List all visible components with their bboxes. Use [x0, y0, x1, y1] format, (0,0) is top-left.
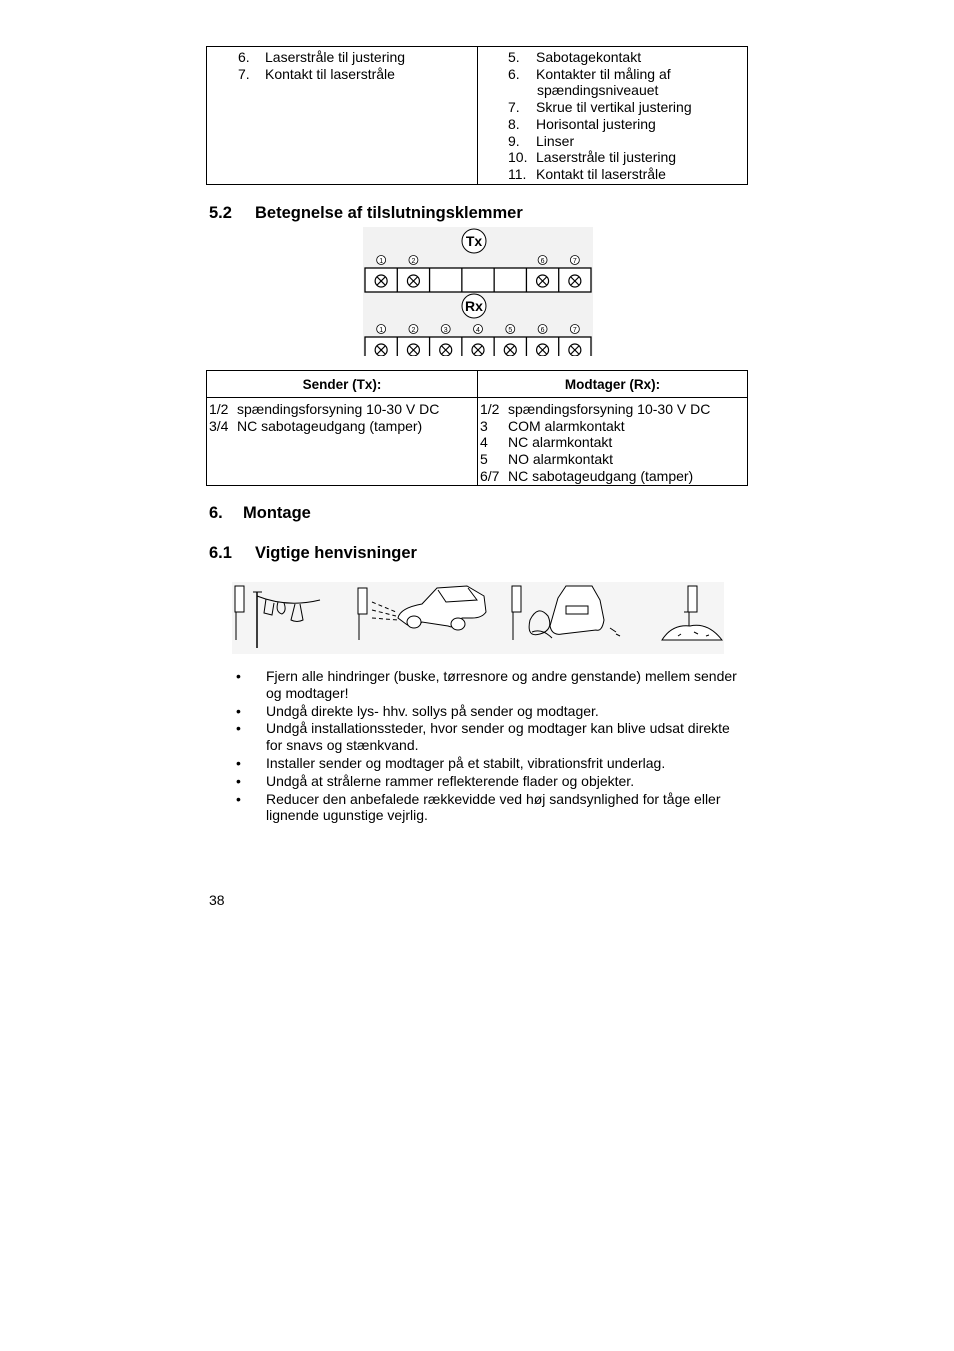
table-row: 6/7 NC sabotageudgang (tamper): [480, 467, 694, 484]
list-item: • Undgå at strålerne rammer reflekterende flader og objekter.: [236, 772, 635, 789]
section-heading-6: [209, 504, 311, 523]
list-item: 5. Sabotagekontakt: [508, 49, 642, 65]
table-row: 5 NO alarmkontakt: [480, 451, 614, 468]
table-row: 3/4 NC sabotageudgang (tamper): [209, 417, 423, 434]
parts-table-right-cell: [478, 47, 748, 185]
rx-terminal-number: 3: [443, 327, 448, 334]
section-heading-5-2: [209, 204, 523, 223]
sender-cell: [207, 398, 478, 486]
rx-label: Rx: [465, 298, 483, 314]
table-header-receiver: Modtager (Rx):: [478, 371, 748, 398]
rx-terminal-number: 4: [476, 327, 480, 334]
list-item: 9. Linser: [508, 132, 575, 149]
list-item: 11. Kontakt til laserstråle: [508, 165, 666, 182]
section-title: Vigtige henvisninger: [255, 544, 417, 562]
list-item: spændingsniveauet: [537, 82, 659, 99]
list-item: 6. Laserstråle til justering: [238, 49, 406, 65]
tx-strip-body: [365, 268, 591, 292]
list-item: • Reducer den anbefalede rækkevidde ved høj sandsynlighed for tåge eller lignende ugunstige vejrlig.: [236, 790, 721, 824]
rx-terminal-number: 1: [379, 327, 384, 334]
list-item: 7. Kontakt til laserstråle: [238, 65, 395, 82]
receiver-cell: [478, 398, 748, 486]
terminal-diagram: [363, 227, 593, 356]
table-row: 1/2 spændingsforsyning 10-30 V DC: [480, 401, 711, 417]
parts-table-left-cell: [207, 47, 478, 185]
list-item: • Installer sender og modtager på et stabilt, vibrationsfrit underlag.: [236, 754, 666, 771]
list-item: 7. Skrue til vertikal justering: [508, 99, 692, 116]
rx-terminal-number: 5: [508, 327, 513, 334]
tx-terminal-number: 7: [572, 258, 577, 265]
section-title: Betegnelse af tilslutningsklemmer: [255, 204, 523, 222]
list-item: • Undgå installationssteder, hvor sender og modtager kan blive udsat direkte for snavs og stænkvand.: [236, 720, 730, 754]
page-number: 38: [209, 892, 225, 908]
parts-table: [206, 46, 748, 185]
list-item: 10. Laserstråle til justering: [508, 149, 677, 166]
rx-terminal-number: 6: [540, 327, 545, 334]
table-row: 3 COM alarmkontakt: [480, 417, 625, 434]
terminal-table: [206, 370, 748, 486]
tx-terminal-number: 6: [540, 258, 545, 265]
table-row: 1/2 spændingsforsyning 10-30 V DC: [209, 401, 440, 417]
section-title: Montage: [243, 504, 311, 522]
list-item: • Undgå direkte lys- hhv. sollys på sender og modtager.: [236, 702, 599, 719]
table-row: 4 NC alarmkontakt: [480, 434, 613, 451]
tx-terminal-number: 1: [379, 258, 384, 265]
list-item: • Fjern alle hindringer (buske, tørresnore og andre genstande) mellem sender og modtager!: [236, 668, 737, 701]
section-number: 5.2: [209, 204, 232, 222]
installation-warnings-illustration: [232, 582, 724, 654]
list-item: 8. Horisontal justering: [508, 115, 656, 132]
tx-label: Tx: [465, 233, 483, 249]
section-heading-6-1: [209, 544, 417, 563]
rx-terminal-number: 2: [411, 327, 416, 334]
tx-terminal-number: 2: [411, 258, 416, 265]
installation-guidelines-list: [236, 668, 746, 825]
rx-terminal-number: 7: [572, 327, 577, 334]
section-number: 6.1: [209, 544, 232, 562]
list-item: 6. Kontakter til måling af: [508, 65, 671, 82]
table-header-sender: Sender (Tx):: [207, 371, 478, 398]
section-number: 6.: [209, 504, 223, 522]
